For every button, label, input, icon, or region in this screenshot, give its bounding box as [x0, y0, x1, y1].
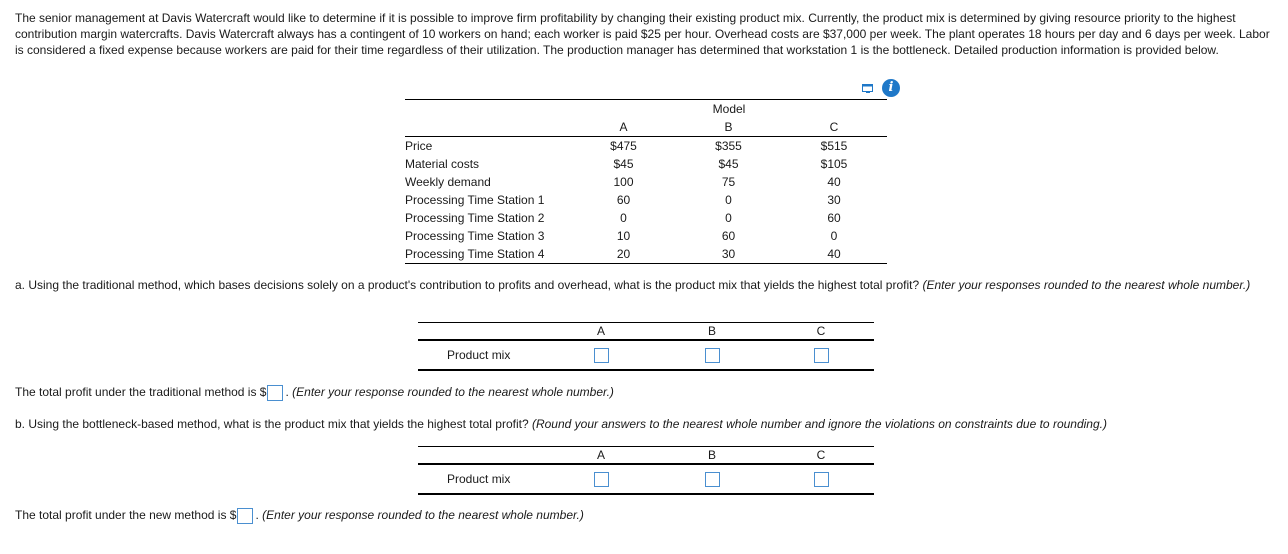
cell: 0: [725, 193, 732, 207]
bottleneck-mix-c-input[interactable]: [814, 472, 829, 487]
table-row-station-3: [405, 227, 887, 245]
cell: 20: [571, 245, 676, 264]
bottleneck-mix-a-input[interactable]: [594, 472, 609, 487]
answer-a-col-b: B: [656, 323, 768, 341]
cell: 75: [721, 175, 736, 189]
question-b-hint: (Round your answers to the nearest whole number and ignore the violations on constraints due to rounding.): [531, 417, 1107, 431]
table-row-station-1: [405, 191, 887, 209]
column-header-c: C: [781, 118, 887, 137]
cell: 10: [616, 229, 631, 243]
profit-line-b: The total profit under the new method is $ . (Enter your response rounded to the nearest whole number.): [15, 508, 584, 522]
product-mix-label: Product mix: [418, 464, 546, 494]
question-b: [15, 416, 1275, 432]
info-icon[interactable]: i: [882, 79, 900, 97]
cell: 0: [620, 211, 627, 225]
production-data-table: [405, 99, 887, 264]
row-label: Price: [405, 139, 433, 153]
answer-b-col-c: C: [768, 447, 874, 465]
question-b-text: b. Using the bottleneck-based method, what is the product mix that yields the highest total profit?: [15, 417, 529, 431]
table-row-station-2: [405, 209, 887, 227]
cell: 40: [781, 245, 887, 264]
profit-b-hint: (Enter your response rounded to the nearest whole number.): [262, 508, 584, 522]
cell: $45: [718, 157, 739, 171]
profit-line-a: The total profit under the traditional method is $ . (Enter your response rounded to the nearest whole number.): [15, 385, 614, 399]
answer-b-col-a: A: [546, 447, 656, 465]
product-mix-b-input[interactable]: [705, 348, 720, 363]
cell: 0: [725, 211, 732, 225]
question-a-text: a. Using the traditional method, which bases decisions solely on a product's contribution to profits and overhead, what is the product mix that yields the highest total profit?: [15, 278, 920, 292]
cell: $355: [715, 139, 742, 153]
row-label: Processing Time Station 4: [405, 245, 571, 264]
answer-a-col-c: C: [768, 323, 874, 341]
answer-a-col-a: A: [546, 323, 656, 341]
copy-icon[interactable]: [862, 82, 874, 94]
total-profit-new-input[interactable]: [237, 508, 253, 524]
cell: 30: [676, 245, 781, 264]
table-row-weekly-demand: [405, 173, 887, 191]
cell: 0: [830, 229, 838, 243]
column-header-b: B: [676, 118, 781, 137]
cell: $105: [820, 157, 848, 171]
row-label: Weekly demand: [405, 175, 491, 189]
model-header: Model: [571, 100, 887, 119]
cell: $515: [820, 139, 848, 153]
profit-a-hint: (Enter your response rounded to the nearest whole number.): [292, 385, 614, 399]
cell: 60: [827, 211, 841, 225]
cell: 40: [827, 175, 841, 189]
product-mix-label: Product mix: [418, 340, 546, 370]
row-label: Material costs: [405, 157, 480, 171]
row-label: Processing Time Station 2: [405, 211, 545, 225]
question-a-hint: (Enter your responses rounded to the nearest whole number.): [922, 278, 1251, 292]
profit-a-text: The total profit under the traditional method is $: [15, 385, 267, 399]
question-a: [15, 277, 1275, 293]
cell: 60: [721, 229, 736, 243]
toolbar: [862, 79, 900, 97]
profit-b-text: The total profit under the new method is $: [15, 508, 237, 522]
total-profit-traditional-input[interactable]: [267, 385, 283, 401]
cell: 30: [827, 193, 841, 207]
table-row-station-4: [405, 245, 887, 264]
cell: 60: [616, 193, 631, 207]
table-row-price: [405, 137, 887, 156]
cell: 100: [613, 175, 634, 189]
product-mix-c-input[interactable]: [814, 348, 829, 363]
answer-b-col-b: B: [656, 447, 768, 465]
answer-table-a: [418, 322, 874, 371]
row-label: Processing Time Station 3: [405, 229, 545, 243]
answer-table-b: [418, 446, 874, 495]
bottleneck-mix-b-input[interactable]: [705, 472, 720, 487]
problem-intro: The senior management at Davis Watercraft would like to determine if it is possible to improve firm profitability by changing their existing product mix. Currently, the product mix is determined by giving resource priority to the highest contribution margin watercrafts. Davis Watercraft always has a contingent of 10 workers on hand; each worker is paid $25 per hour. Overhead costs are $37,000 per week. The plant operates 18 hours per day and 6 days per week. Labor is considered a fixed expense because workers are paid for their time regardless of their utilization. The production manager has determined that workstation 1 is the bottleneck. Detailed production information is provided below.: [15, 11, 1270, 57]
column-header-a: A: [571, 118, 676, 137]
cell: $475: [610, 139, 637, 153]
product-mix-a-input[interactable]: [594, 348, 609, 363]
row-label: Processing Time Station 1: [405, 193, 545, 207]
table-row-material-costs: [405, 155, 887, 173]
cell: $45: [613, 157, 634, 171]
